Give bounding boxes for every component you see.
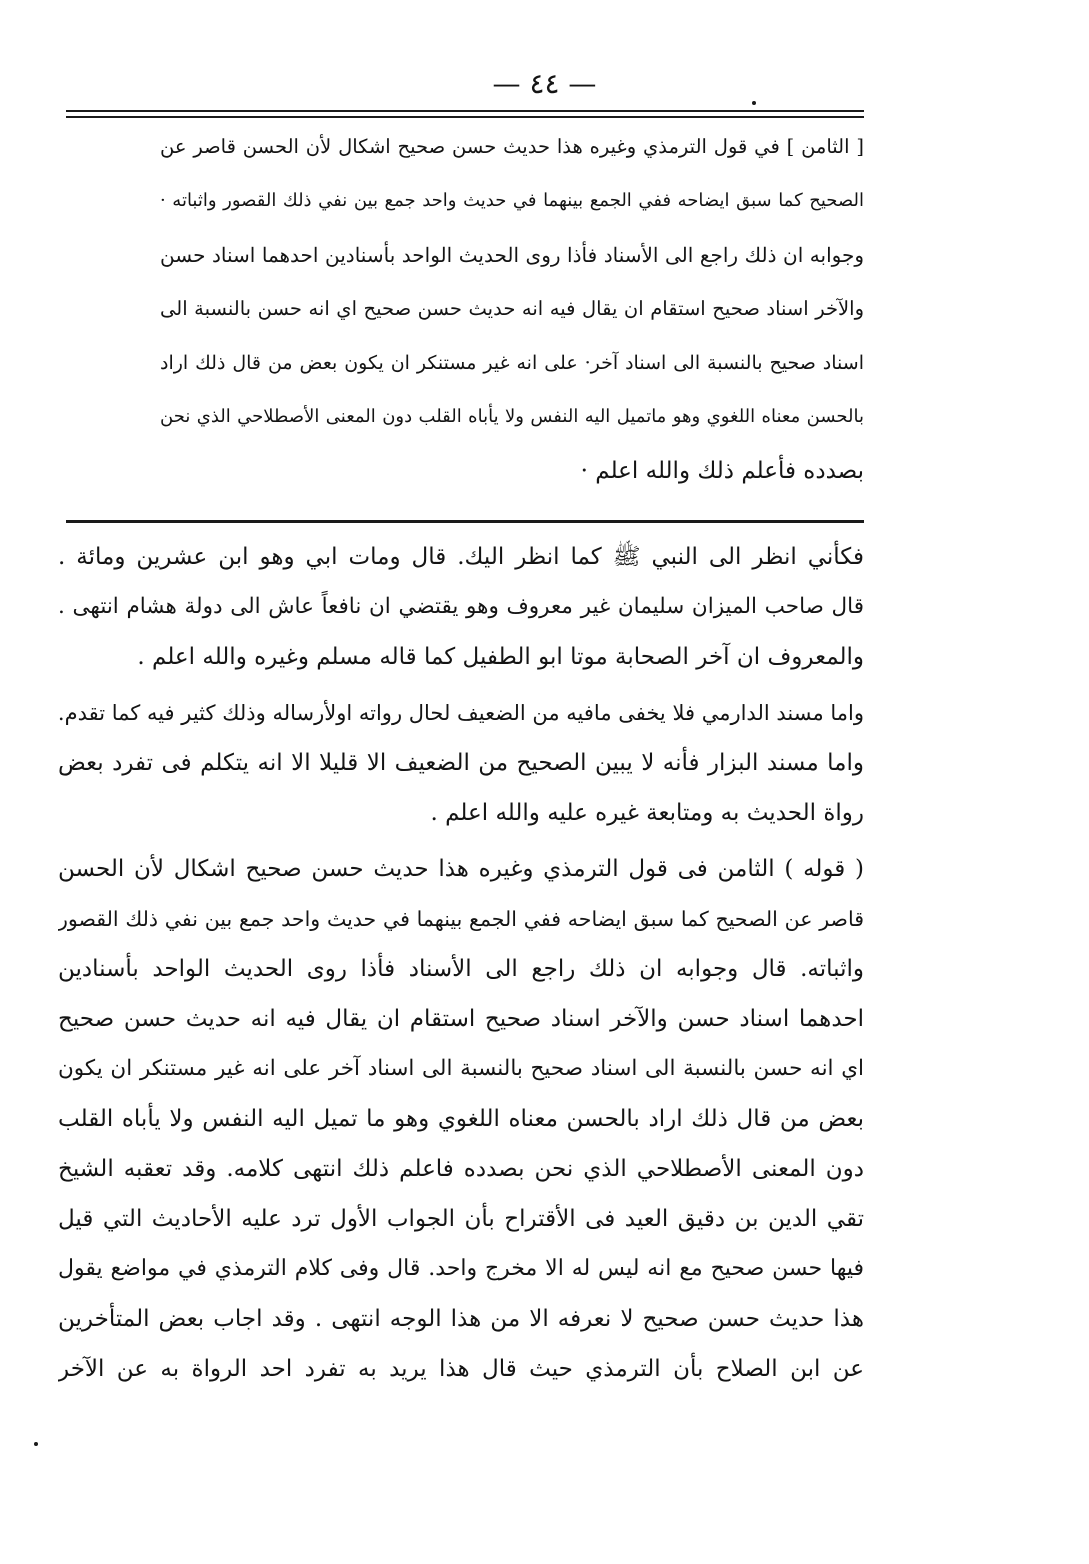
- text-line: اي انه حسن بالنسبة الى اسناد صحيح بالنسبة الى اسناد آخر على انه غير مستنكر ان يكون: [58, 1056, 864, 1081]
- text-line: [ الثامن ] في قول الترمذي وغيره هذا حديث حسن صحيح اشكال لأن الحسن قاصر عن: [160, 135, 864, 158]
- text-line: ( قوله ) الثامن فى قول الترمذي وغيره هذا حديث حسن صحيح اشكال لأن الحسن: [58, 856, 864, 882]
- text-line: عن ابن الصلاح بأن الترمذي حيث قال هذا يريد به تفرد احد الرواة به عن الآخر: [58, 1356, 864, 1382]
- ink-dot: [34, 1442, 38, 1446]
- text-line: قال صاحب الميزان سليمان غير معروف وهو يقتضي ان نافعاً عاش الى دولة هشام انتهى .: [58, 594, 864, 619]
- text-line: والمعروف ان آخر الصحابة موتا ابو الطفيل كما قاله مسلم وغيره والله اعلم .: [137, 644, 864, 670]
- section-divider: [66, 520, 864, 523]
- text-line: قاصر عن الصحيح كما سبق ايضاحه ففي الجمع بينهما في حديث واحد جمع بين نفي ذلك القصور: [58, 907, 864, 931]
- text-line: وجوابه ان ذلك راجع الى الأسناد فأذا روى الحديث الواحد بأسنادين احدهما اسناد حسن: [160, 243, 864, 267]
- header-rule-top: [66, 110, 864, 112]
- text-line: اسناد صحيح بالنسبة الى اسناد آخر· على انه غير مستنكر ان يكون بعض من قال ذلك اراد: [160, 352, 864, 374]
- text-line: هذا حديث حسن صحيح لا نعرفه الا من هذا الوجه انتهى . وقد اجاب بعض المتأخرين: [58, 1306, 864, 1332]
- text-line: فكأني انظر الى النبي ﷺ كما انظر اليك. قال ومات ابي وهو ابن عشرين ومائة .: [58, 544, 864, 570]
- text-line: بصدده فأعلم ذلك والله اعلم ·: [580, 458, 864, 484]
- text-line: الصحيح كما سبق ايضاحه ففي الجمع بينهما في حديث واحد جمع بين نفي ذلك القصور واثباته ·: [160, 190, 864, 211]
- ink-dot: [752, 101, 756, 105]
- text-line: واثباته. قال وجوابه ان ذلك راجع الى الأسناد فأذا روى الحديث الواحد بأسنادين: [58, 956, 864, 982]
- text-line: فيها حسن صحيح مع انه ليس له الا مخرج واحد. قال وفى كلام الترمذي في مواضع يقول: [58, 1256, 864, 1281]
- text-line: بالحسن معناه اللغوي وهو ماتميل اليه النفس ولا يأباه القلب دون المعنى الأصطلاحي الذي نحن: [160, 406, 864, 427]
- text-line: دون المعنى الأصطلاحي الذي نحن بصدده فاعلم ذلك انتهى كلامه. وقد تعقبه الشيخ: [58, 1156, 864, 1182]
- upper-text-block: [160, 120, 864, 498]
- lower-text-block: [58, 532, 864, 1394]
- text-line: تقي الدين بن دقيق العيد فى الأقتراح بأن الجواب الأول ترد عليه الأحاديث التي قيل: [58, 1206, 864, 1232]
- text-line: واما مسند الدارمي فلا يخفى مافيه من الضعيف لحال رواته اولأرساله وذلك كثير فيه كما تقدم.: [58, 701, 864, 725]
- text-line: احدهما اسناد حسن والآخر اسناد صحيح استقام ان يقال فيه انه حديث حسن صحيح: [58, 1006, 864, 1032]
- text-line: رواة الحديث به ومتابعة غيره عليه والله اعلم .: [430, 800, 864, 826]
- text-line: بعض من قال ذلك اراد بالحسن معناه اللغوي وهو ما تميل اليه النفس ولا يأباه القلب: [58, 1106, 864, 1132]
- text-line: واما مسند البزار فأنه لا يبين الصحيح من الضعيف الا قليلا الا انه يتكلم فى تفرد بعض: [58, 750, 864, 776]
- page-number: — ٤٤ —: [492, 67, 597, 100]
- header-rule-bottom: [66, 116, 864, 118]
- text-line: والآخر اسناد صحيح استقام ان يقال فيه انه حديث حسن صحيح اي انه حسن بالنسبة الى: [160, 297, 864, 320]
